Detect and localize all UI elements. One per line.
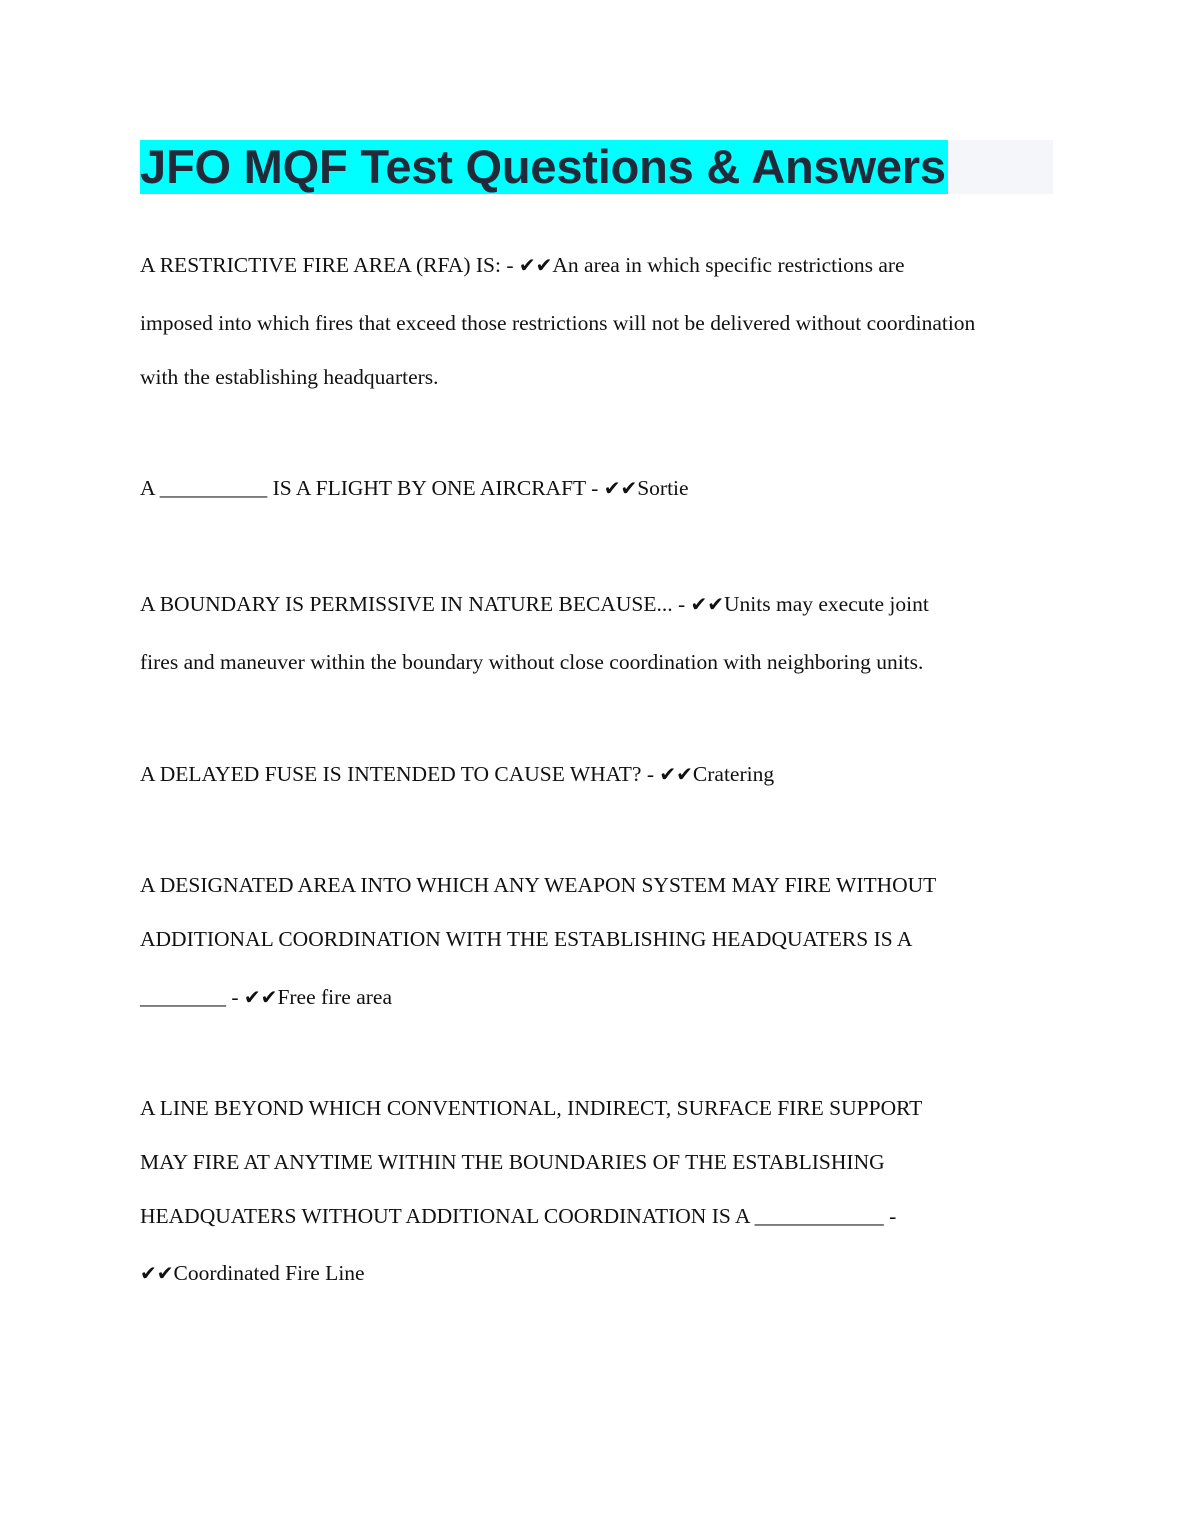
answer-text: Free fire area bbox=[277, 985, 393, 1009]
qa-item-6-line-3: HEADQUATERS WITHOUT ADDITIONAL COORDINATION IS A ____________ - bbox=[140, 1204, 897, 1228]
check-mark-icon: ✔✔ bbox=[603, 476, 638, 500]
check-mark-icon: ✔✔ bbox=[243, 985, 278, 1009]
qa-item-6-line-1: A LINE BEYOND WHICH CONVENTIONAL, INDIRECT, SURFACE FIRE SUPPORT bbox=[140, 1096, 923, 1120]
answer-text: Cratering bbox=[692, 762, 775, 786]
qa-item-1-line-1 bbox=[140, 252, 905, 278]
question-text: A RESTRICTIVE FIRE AREA (RFA) IS: - bbox=[140, 253, 519, 277]
qa-item-6-line-2: MAY FIRE AT ANYTIME WITHIN THE BOUNDARIES OF THE ESTABLISHING bbox=[140, 1150, 885, 1174]
answer-text: Coordinated Fire Line bbox=[173, 1261, 365, 1285]
qa-item-5-line-3 bbox=[140, 984, 392, 1010]
question-text: ________ - bbox=[140, 985, 244, 1009]
qa-item-5-line-2: ADDITIONAL COORDINATION WITH THE ESTABLISHING HEADQUATERS IS A bbox=[140, 927, 913, 951]
answer-text: Units may execute joint bbox=[724, 592, 929, 616]
qa-item-1-line-2: imposed into which fires that exceed those restrictions will not be delivered without coordination bbox=[140, 311, 976, 335]
document-title: JFO MQF Test Questions & Answers bbox=[140, 140, 946, 193]
answer-text: Sortie bbox=[637, 476, 689, 500]
question-text: A DELAYED FUSE IS INTENDED TO CAUSE WHAT? - bbox=[140, 762, 660, 786]
check-mark-icon: ✔✔ bbox=[518, 253, 553, 277]
check-mark-icon: ✔✔ bbox=[690, 592, 725, 616]
check-mark-icon: ✔✔ bbox=[659, 762, 693, 786]
check-mark-icon: ✔✔ bbox=[140, 1261, 174, 1285]
qa-item-5-line-1: A DESIGNATED AREA INTO WHICH ANY WEAPON SYSTEM MAY FIRE WITHOUT bbox=[140, 873, 937, 897]
question-text: A __________ IS A FLIGHT BY ONE AIRCRAFT - bbox=[140, 476, 604, 500]
qa-item-3-line-1 bbox=[140, 591, 929, 617]
qa-item-4-line-1 bbox=[140, 761, 774, 787]
qa-item-3-line-2: fires and maneuver within the boundary without close coordination with neighboring units. bbox=[140, 650, 924, 674]
answer-text: An area in which specific restrictions are bbox=[552, 253, 905, 277]
qa-item-6-line-4 bbox=[140, 1260, 365, 1286]
qa-item-1-line-3: with the establishing headquarters. bbox=[140, 365, 439, 389]
qa-item-2-line-1 bbox=[140, 475, 689, 501]
question-text: A BOUNDARY IS PERMISSIVE IN NATURE BECAUSE... - bbox=[140, 592, 691, 616]
